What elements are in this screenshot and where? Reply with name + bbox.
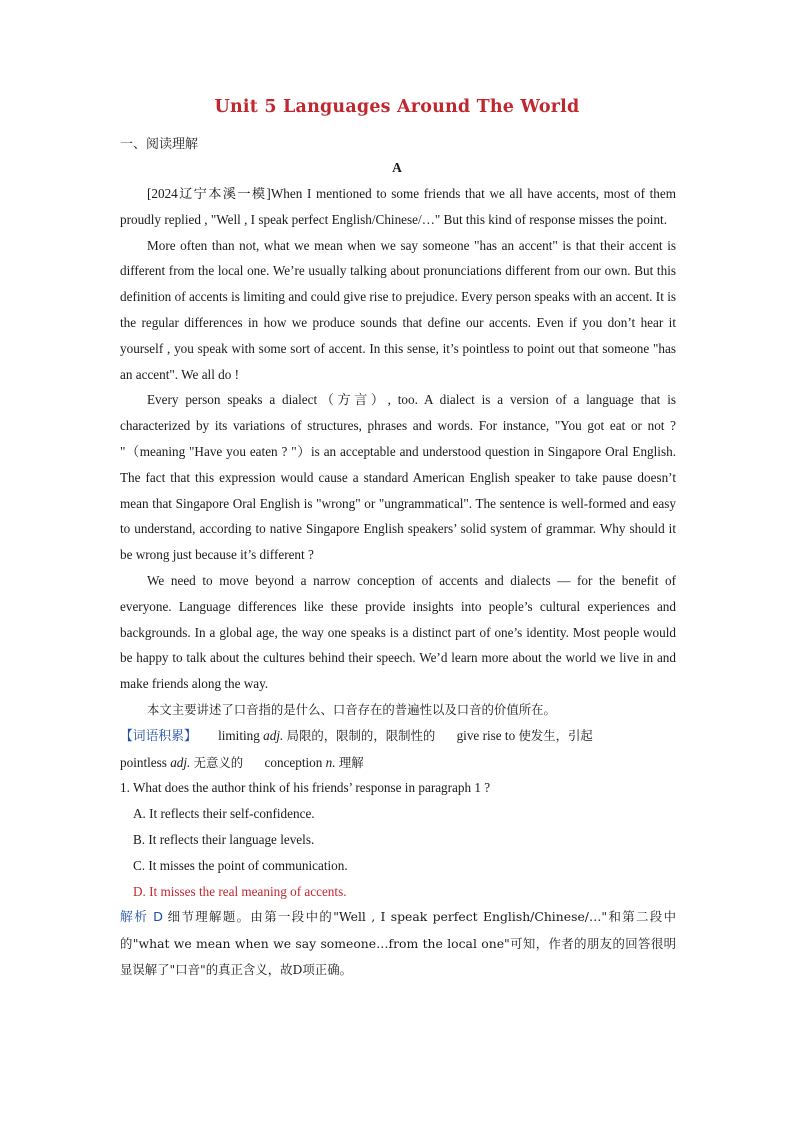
- paragraph-1: [2024辽宁本溪一模]When I mentioned to some friends that we all have accents, most of them proudly replied , "Well , I speak perfect English/Chinese/…" But this kind of response misses the point.: [120, 186, 676, 227]
- paragraph-4: We need to move beyond a narrow conception of accents and dialects — for the benefit of everyone. Language differences like these provide insights into people’s cultural experiences and backgrounds. In a global age, the way one speaks is a distinct part of one’s identity. Most people would be happy to talk about the cultures behind their speech. We’d learn more about the world we live in and make friends along the way.: [120, 572, 676, 692]
- vocab-word: limiting: [218, 727, 260, 743]
- vocab-section: [120, 723, 676, 776]
- passage-body: [120, 181, 676, 983]
- paragraph-3: Every person speaks a dialect（方言）, too. A dialect is a version of a language that is characterized by its variations of structures, phrases and words. For instance, "You got eat or not ? "（meaning "Have you eaten ? "）is an acceptable and understood question in Singapore Oral English. The fact that this expression would cause a standard American English speaker to take pause doesn’t mean that Singapore Oral English is "wrong" or "ungrammatical". The sentence is well-formed and easy to understand, according to native Singapore English speakers’ solid system of grammar. Why should it be wrong just because it’s different ?: [120, 392, 676, 563]
- vocab-pos: adj.: [170, 754, 191, 770]
- vocab-meaning: 无意义的: [193, 754, 244, 770]
- option-d-correct: D. It misses the real meaning of accents.: [133, 883, 347, 899]
- vocab-pos: adj.: [263, 727, 284, 743]
- vocab-meaning: 使发生，引起: [518, 727, 593, 743]
- passage-summary: 本文主要讲述了口音指的是什么、口音存在的普遍性以及口音的价值所在。: [147, 701, 556, 717]
- option-c: C. It misses the point of communication.: [133, 857, 348, 873]
- analysis-section: [120, 904, 676, 982]
- option-a: A. It reflects their self-confidence.: [133, 806, 315, 822]
- vocab-meaning: 局限的，限制的，限制性的: [286, 727, 436, 743]
- analysis-answer: D: [153, 910, 163, 926]
- analysis-tag: 解析: [120, 910, 149, 926]
- vocab-pos: n.: [325, 754, 336, 770]
- vocab-tag: 【词语积累】: [120, 728, 197, 744]
- option-b: B. It reflects their language levels.: [133, 831, 315, 847]
- vocab-word: conception: [264, 754, 323, 770]
- page-title: Unit 5 Languages Around The World: [214, 97, 580, 117]
- analysis-text: 细节理解题。由第一段中的"Well , I speak perfect English/Chinese/…"和第二段中的"what we mean when we say someone…from the local one"可知，作者的朋友的回答很明显误解了"口音"的真正含义，故D项正确。: [120, 909, 677, 977]
- vocab-word: pointless: [120, 754, 167, 770]
- section-heading: 一、阅读理解: [120, 137, 199, 152]
- passage-letter: A: [392, 160, 402, 175]
- paragraph-2: More often than not, what we mean when we say someone "has an accent" is that their accent is different from the local one. We’re usually talking about pronunciations different from our own. But this definition of accents is limiting and could give rise to prejudice. Every person speaks with an accent. It is the regular differences in how we produce sounds that define our accents. Even if you don’t hear it yourself , you speak with some sort of accent. In this sense, it’s pointless to point out that someone "has an accent". We all do !: [120, 237, 676, 382]
- question-stem: 1. What does the author think of his friends’ response in paragraph 1 ?: [120, 780, 491, 796]
- vocab-meaning: 理解: [338, 754, 364, 770]
- vocab-word: give rise to: [456, 727, 516, 743]
